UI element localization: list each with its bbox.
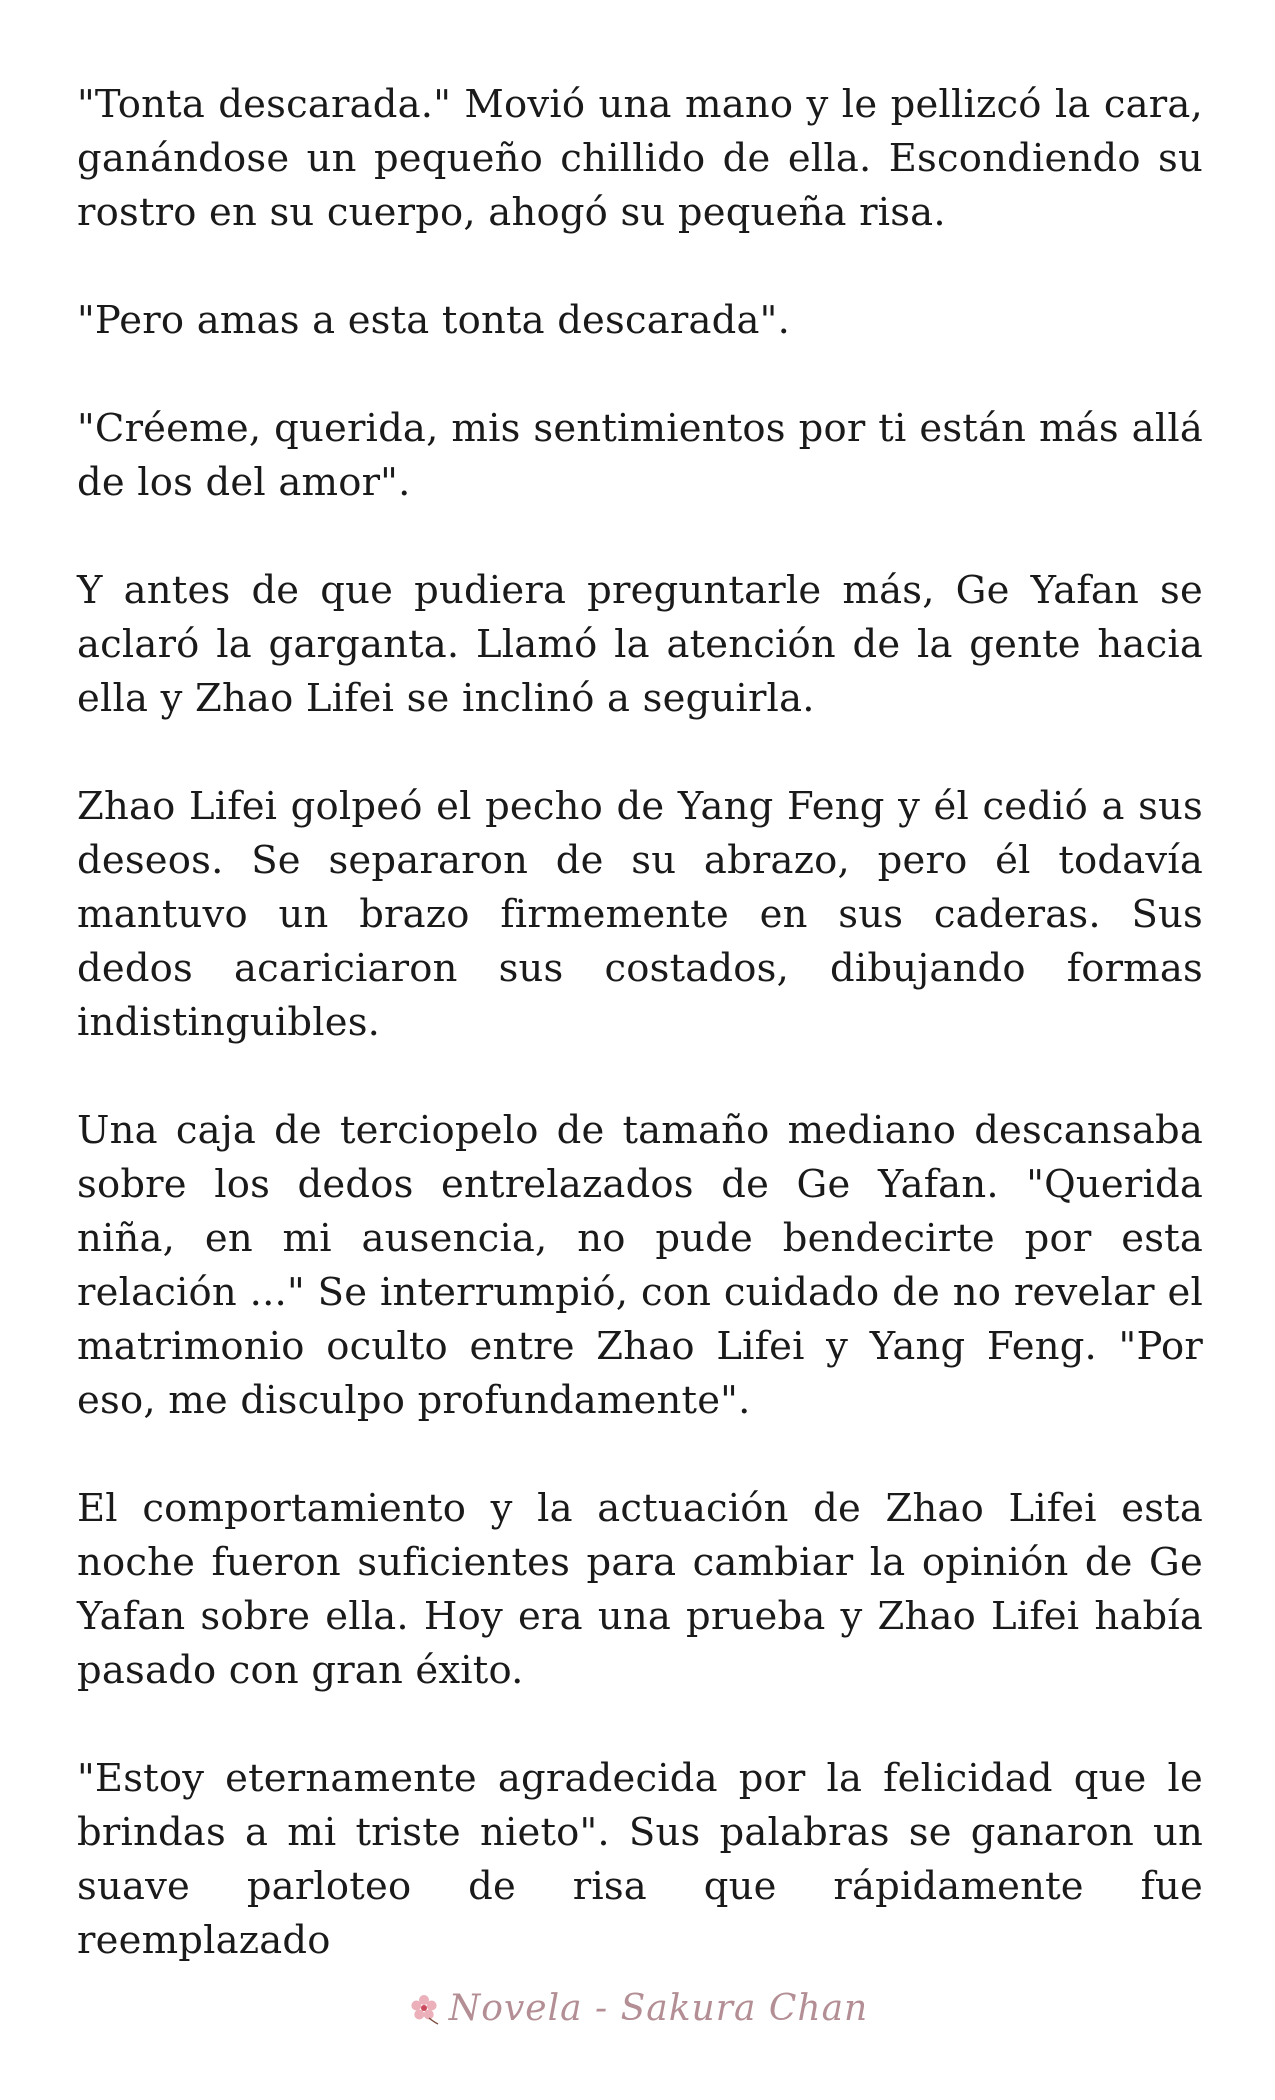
paragraph: "Estoy eternamente agradecida por la felicidad que le brindas a mi triste nieto". Sus palabras se ganaron un suave parloteo de risa que rápidamente fue reemplazado bbox=[77, 1756, 1203, 1963]
paragraph: "Tonta descarada." Movió una mano y le pellizcó la cara, ganándose un pequeño chillido de ella. Escondiendo su rostro en su cuerpo, ahogó su pequeña risa. bbox=[77, 82, 1203, 235]
sakura-blossom-icon bbox=[407, 1991, 441, 2025]
paragraph: Zhao Lifei golpeó el pecho de Yang Feng y él cedió a sus deseos. Se separaron de su abrazo, pero él todavía mantuvo un brazo firmemente en sus caderas. Sus dedos acariciaron sus costados, dibujando formas indistinguibles. bbox=[77, 784, 1203, 1045]
paragraph: Y antes de que pudiera preguntarle más, Ge Yafan se aclaró la garganta. Llamó la atención de la gente hacia ella y Zhao Lifei se inclinó a seguirla. bbox=[77, 568, 1203, 721]
paragraph: "Pero amas a esta tonta descarada". bbox=[77, 298, 791, 343]
watermark-text: Novela - Sakura Chan bbox=[448, 1987, 869, 2029]
watermark bbox=[0, 1983, 1275, 2033]
document-body bbox=[77, 78, 1203, 1968]
paragraph: Una caja de terciopelo de tamaño mediano descansaba sobre los dedos entrelazados de Ge Yafan. "Querida niña, en mi ausencia, no pude bendecirte por esta relación ..." Se interrumpió, con cuidado de no revelar el matrimonio oculto entre Zhao Lifei y Yang Feng. "Por eso, me disculpo profundamente". bbox=[77, 1108, 1203, 1423]
paragraph: El comportamiento y la actuación de Zhao Lifei esta noche fueron suficientes para cambiar la opinión de Ge Yafan sobre ella. Hoy era una prueba y Zhao Lifei había pasado con gran éxito. bbox=[77, 1486, 1203, 1693]
paragraph: "Créeme, querida, mis sentimientos por ti están más allá de los del amor". bbox=[77, 406, 1203, 505]
